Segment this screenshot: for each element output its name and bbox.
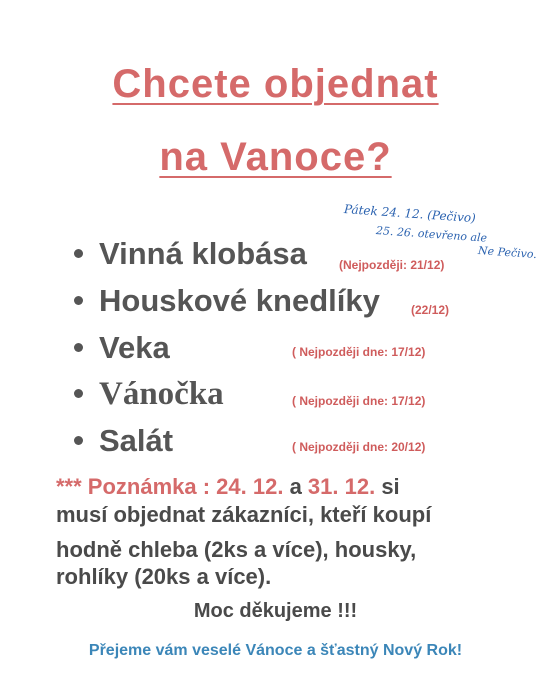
bullet-icon xyxy=(74,249,83,258)
note-line-3: hodně chleba (2ks a více), housky, xyxy=(56,537,417,562)
item-name: Veka xyxy=(99,330,170,365)
item-name: Vánočka xyxy=(99,376,224,412)
thanks-text: Moc děkujeme !!! xyxy=(193,600,358,622)
item-name: Houskové knedlíky xyxy=(99,283,380,318)
bullet-icon xyxy=(74,389,83,398)
bullet-icon xyxy=(74,296,83,305)
item-deadline: (Nejpozději: 21/12) xyxy=(339,258,445,272)
list-item-houskove-knedliky xyxy=(74,283,380,323)
greeting-text: Přejeme vám veselé Vánoce a šťastný Nový Rok! xyxy=(88,642,463,659)
item-deadline: ( Nejpozději dne: 17/12) xyxy=(292,345,426,359)
list-item-veka xyxy=(74,330,170,370)
item-name: Salát xyxy=(99,423,174,458)
note-prefix: *** Poznámka : 24. 12. xyxy=(56,474,284,499)
list-item-salat xyxy=(74,423,173,463)
item-name: Vinná klobása xyxy=(99,236,307,271)
title-line-2: na Vanoce? xyxy=(159,135,392,179)
note-line-4: rohlíky (20ks a více). xyxy=(56,564,272,589)
bullet-icon xyxy=(74,343,83,352)
list-item-vinna-klobasa xyxy=(74,236,307,276)
note-line-2: musí objednat zákazníci, kteří koupí xyxy=(56,502,432,527)
item-deadline: ( Nejpozději dne: 20/12) xyxy=(292,440,426,454)
title-line-1: Chcete objednat xyxy=(112,62,439,106)
note-line-1 xyxy=(56,473,536,501)
note-date-2: 31. 12. xyxy=(307,474,376,499)
handwritten-note-line-3: Ne Pečivo. xyxy=(477,244,538,262)
note-and: a xyxy=(283,474,308,499)
item-deadline: ( Nejpozději dne: 17/12) xyxy=(292,394,426,408)
handwritten-note-line-2: 25. 26. otevřeno ale xyxy=(375,224,488,245)
list-item-vanocka xyxy=(74,376,224,416)
handwritten-note-line-1: Pátek 24. 12. (Pečivo) xyxy=(343,202,477,226)
note-rest: si xyxy=(375,474,400,499)
bullet-icon xyxy=(74,436,83,445)
item-deadline: (22/12) xyxy=(411,303,450,317)
